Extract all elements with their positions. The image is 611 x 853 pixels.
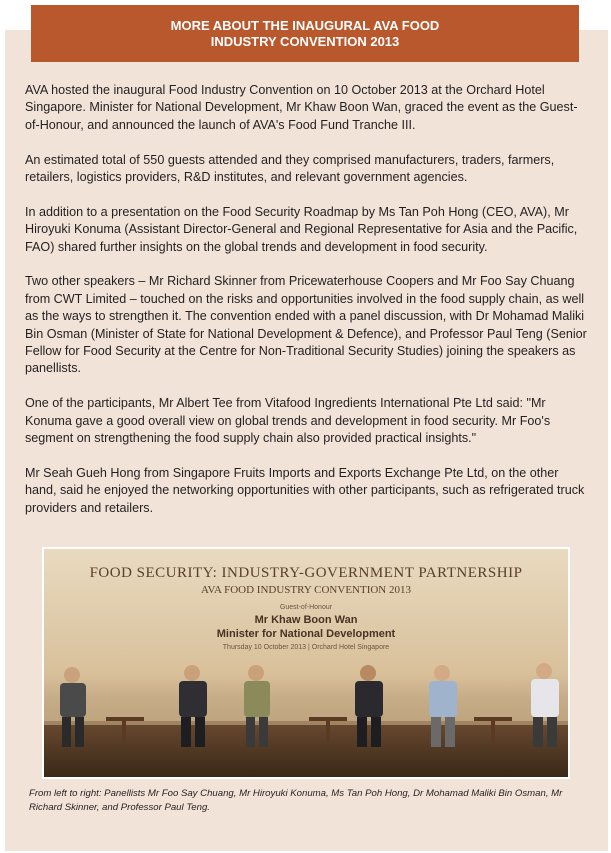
paragraph-6: Mr Seah Gueh Hong from Singapore Fruits Imports and Exports Exchange Pte Ltd, on the other hand, said he enjoyed the networking opportunities with other participants, such as refrigerated truck providers and retailers.: [25, 465, 585, 515]
banner-title: FOOD SECURITY: INDUSTRY-GOVERNMENT PARTNERSHIP: [89, 565, 523, 581]
photo-caption: From left to right: Panellists Mr Foo Say Chuang, Mr Hiroyuki Konuma, Ms Tan Poh Hong, Dr Mohamad Maliki Bin Osman, Mr Richard Skinner, and Professor Paul Teng.: [29, 788, 563, 813]
paragraph-4: Two other speakers – Mr Richard Skinner from Pricewaterhouse Coopers and Mr Foo Say Chuang from CWT Limited – touched on the risks and opportunities involved in the food supply chain, as well as the ways to strengthen it. The convention ended with a panel discussion, with Dr Mohamad Maliki Bin Osman (Minister of State for National Development & Defence), and Professor Paul Teng (Senior Fellow for Food Security at the Centre for Non-Traditional Security Studies) joining the speakers as panellists.: [25, 274, 587, 376]
banner-guest-title: Minister for National Development: [216, 628, 396, 640]
section-header: [31, 5, 579, 62]
paragraph-2: An estimated total of 550 guests attended and they comprised manufacturers, traders, farmers, retailers, logistics providers, R&D institutes, and relevant government agencies.: [25, 152, 555, 185]
paragraph-3: In addition to a presentation on the Food Security Roadmap by Ms Tan Poh Hong (CEO, AVA), Mr Hiroyuki Konuma (Assistant Director-General and Regional Representative for Asia and the Pacific, FAO) shared further insights on the global trends and development in food security.: [25, 204, 578, 254]
header-title-line2: INDUSTRY CONVENTION 2013: [210, 33, 400, 49]
banner-subtitle: AVA FOOD INDUSTRY CONVENTION 2013: [200, 584, 412, 596]
header-title-line1: MORE ABOUT THE INAUGURAL AVA FOOD: [170, 17, 440, 33]
banner-date-venue: Thursday 10 October 2013 | Orchard Hotel Singapore: [222, 644, 390, 651]
event-photo: [42, 547, 570, 779]
paragraph-5: One of the participants, Mr Albert Tee from Vitafood Ingredients International Pte Ltd said: "Mr Konuma gave a good overall view on global trends and development in food security. Mr Foo's segment on strengthening the food supply chain also provided practical insights.": [25, 396, 551, 446]
paragraph-1: AVA hosted the inaugural Food Industry Convention on 10 October 2013 at the Orchard Hotel Singapore. Minister for National Development, Mr Khaw Boon Wan, graced the event as the Guest-of-Honour, and announced the launch of AVA's Food Fund Tranche III.: [25, 83, 578, 132]
banner-guest-name: Mr Khaw Boon Wan: [254, 614, 358, 626]
event-photo-illustration: [44, 549, 568, 777]
banner-guest-label: Guest-of-Honour: [279, 604, 333, 611]
article-body: [25, 82, 590, 534]
